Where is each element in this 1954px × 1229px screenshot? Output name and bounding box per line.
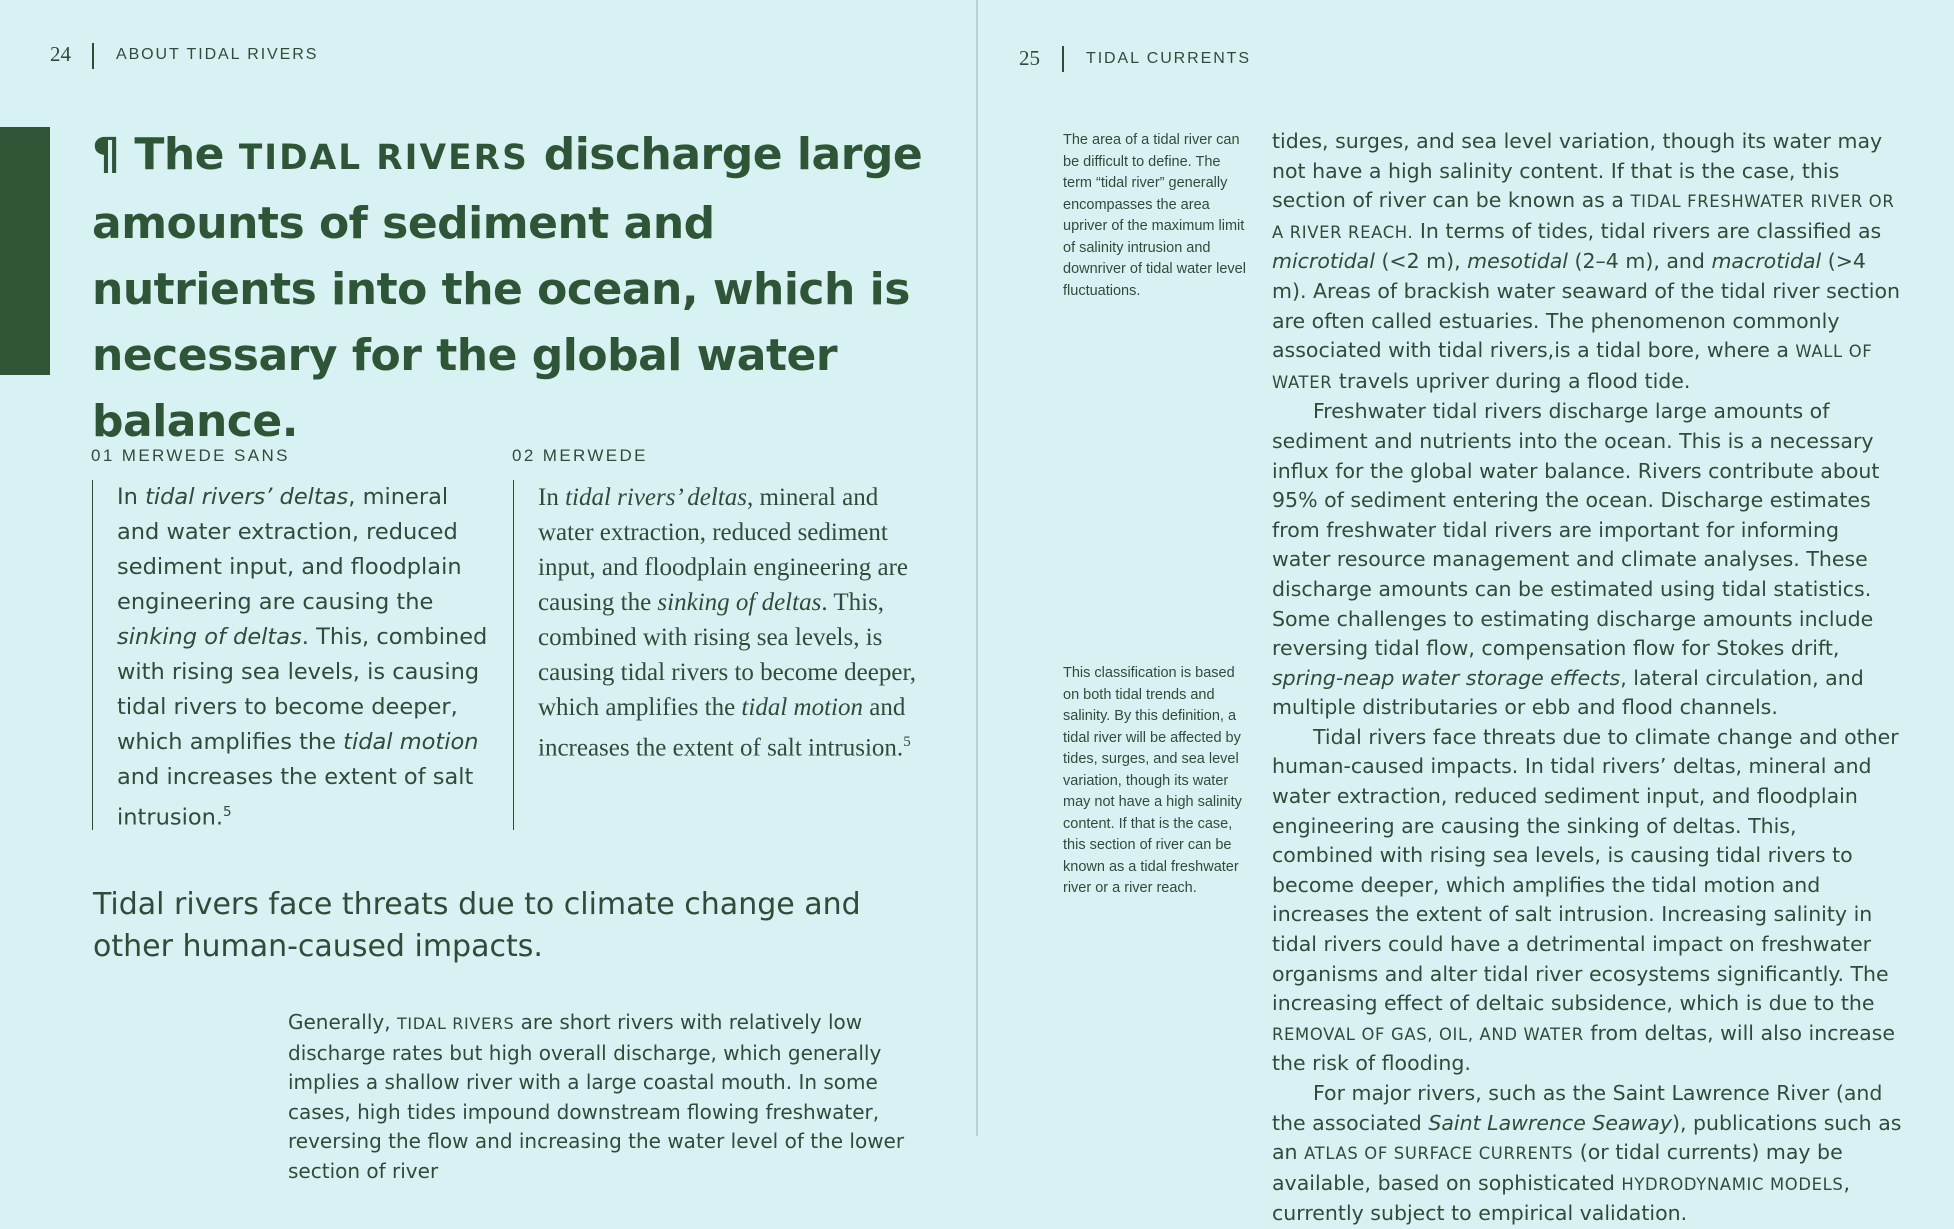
bottom-paragraph: Generally, TIDAL RIVERS are short rivers with relatively low discharge rates but high overall discharge, which generally implies a shallow river with a large coastal mouth. In some cases, high tides impound downstream flowing freshwater, reversing the flow and increasing the water level of the lower section of river bbox=[288, 1010, 905, 1183]
sidenote-1: The area of a tidal river can be difficult to define. The term “tidal river” generally encompasses the area upriver of the maximum limit of salinity intrusion and downriver of tidal water level fluctuations. bbox=[1063, 132, 1246, 299]
column-text-sans: In tidal rivers’ deltas, mineral and water extraction, reduced sediment input, and floodplain engineering are causing the sinking of deltas. This, combined with rising sea levels, is causing tidal rivers to become deeper, which amplifies the tidal motion and increases the extent of salt intrusion.$^5$ bbox=[92, 480, 489, 830]
running-head-right: TIDAL CURRENTS bbox=[1086, 50, 1251, 67]
pilcrow-glyph: ¶ bbox=[92, 129, 120, 180]
running-head-divider-right bbox=[1062, 46, 1064, 72]
sidenote-2: This classification is based on both tidal trends and salinity. By this definition, a tidal river will be affected by tides, surges, and sea level variation, though its water may not have a high salinity content. If that is the case, this section of river can be known as a tidal freshwater river or a river reach. bbox=[1063, 665, 1242, 896]
page-number-left: 24 bbox=[50, 42, 71, 66]
running-head-left: ABOUT TIDAL RIVERS bbox=[116, 46, 319, 63]
subheading: Tidal rivers face threats due to climate change and other human-caused impacts. bbox=[93, 887, 861, 964]
column-label-sans: 01 MERWEDE SANS bbox=[91, 446, 290, 465]
body-text bbox=[1272, 127, 1902, 1229]
paragraph-2: Freshwater tidal rivers discharge large amounts of sediment and nutrients into the ocean. This is a necessary influx for the global water balance. Rivers contribute about 95% of sediment entering the ocean. Discharge estimates from freshwater tidal rivers are important for informing water resource management and climate analyses. These discharge amounts can be estimated using tidal statistics. Some challenges to estimating discharge amounts include reversing tidal flow, compensation flow for Stokes drift, spring-neap water storage effects, lateral circulation, and multiple distributaries or ebb and flood channels. bbox=[1272, 399, 1880, 720]
page-spine bbox=[976, 0, 978, 1136]
paragraph-1: tides, surges, and sea level variation, though its water may not have a high salinity content. If that is the case, this section of river can be known as a TIDAL FRESHWATER RIVER OR A RIVER REACH. In terms of tides, tidal rivers are classified as microtidal (<2 m), mesotidal (2–4 m), and macrotidal (>4 m). Areas of brackish water seaward of the tidal river section are often called estuaries. The phenomenon commonly associated with tidal rivers,is a tidal bore, where a WALL OF WATER travels upriver during a flood tide. bbox=[1272, 129, 1900, 393]
headline: ¶ The TIDAL RIVERS discharge large amounts of sediment and nutrients into the ocean, which is necessary for the global water balance. bbox=[92, 129, 923, 447]
column-label-serif: 02 MERWEDE bbox=[512, 446, 648, 465]
column-text-serif: In tidal rivers’ deltas, mineral and water extraction, reduced sediment input, and floodplain engineering are causing the sinking of deltas. This, combined with rising sea levels, is causing tidal rivers to become deeper, which amplifies the tidal motion and increases the extent of salt intrusion.$^5$ bbox=[513, 480, 928, 830]
page-number-right: 25 bbox=[1019, 46, 1040, 70]
paragraph-3: Tidal rivers face threats due to climate change and other human-caused impacts. In tidal rivers’ deltas, mineral and water extraction, reduced sediment input, and floodplain engineering are causing the sinking of deltas. This, combined with rising sea levels, is causing tidal rivers to become deeper, which amplifies the tidal motion and increases the extent of salt intrusion. Increasing salinity in tidal rivers could have a detrimental impact on freshwater organisms and alter tidal river ecosystems significantly. The increasing effect of deltaic subsidence, which is due to the REMOVAL OF GAS, OIL, AND WATER from deltas, will also increase the risk of flooding. bbox=[1272, 724, 1899, 1076]
paragraph-4: For major rivers, such as the Saint Lawrence River (and the associated Saint Lawrence Seaway), publications such as an ATLAS OF SURFACE CURRENTS (or tidal currents) may be available, based on sophisticated HYDRODYNAMIC MODELS, currently subject to empirical validation. bbox=[1272, 1081, 1902, 1226]
running-head-divider bbox=[92, 43, 94, 69]
accent-block bbox=[0, 127, 50, 375]
